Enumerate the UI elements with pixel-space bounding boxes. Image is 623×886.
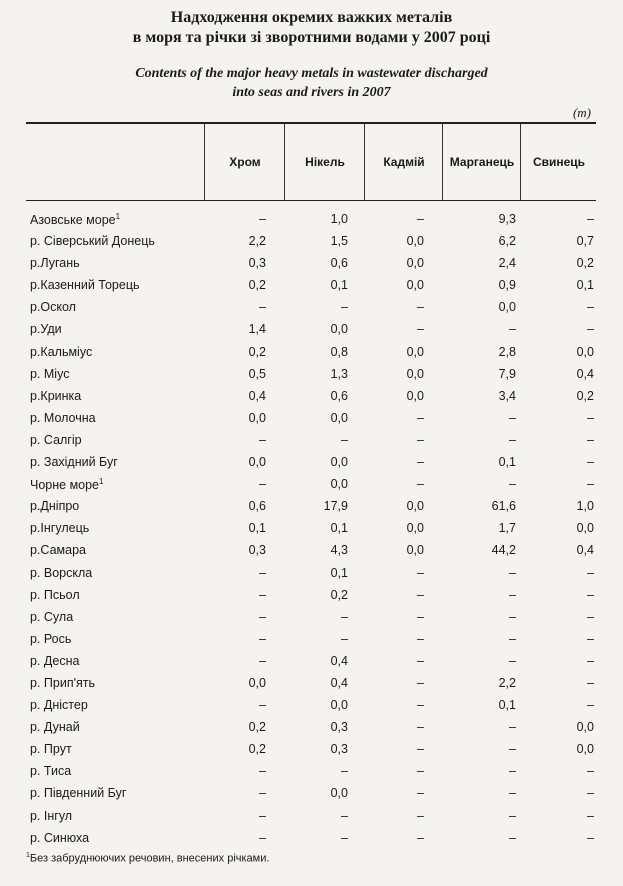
table-cell: 1,4 bbox=[248, 322, 266, 337]
table-cell: – bbox=[587, 631, 594, 646]
row-name: р.Кальміус bbox=[30, 344, 93, 359]
table-cell: – bbox=[509, 653, 516, 668]
row-name: р. Десна bbox=[30, 653, 80, 668]
table-cell: 0,0 bbox=[406, 344, 424, 359]
row-footnote-marker: 1 bbox=[115, 212, 121, 221]
table-cell: 0,0 bbox=[406, 388, 424, 403]
table-row bbox=[26, 564, 596, 586]
table-row bbox=[26, 475, 596, 497]
table-cell: – bbox=[587, 764, 594, 779]
table-cell: 1,0 bbox=[576, 499, 594, 514]
row-label bbox=[30, 278, 140, 292]
table-cell: 0,4 bbox=[248, 388, 266, 403]
table-cell: – bbox=[341, 764, 348, 779]
table-cell: 44,2 bbox=[491, 543, 516, 558]
table-row bbox=[26, 630, 596, 652]
table-cell: – bbox=[509, 609, 516, 624]
table-cell: – bbox=[259, 631, 266, 646]
row-label bbox=[30, 809, 72, 823]
row-label bbox=[30, 212, 120, 227]
table-row bbox=[26, 453, 596, 475]
table-cell: – bbox=[259, 609, 266, 624]
table-cell: 0,8 bbox=[330, 344, 348, 359]
row-label bbox=[30, 632, 71, 646]
table-cell: – bbox=[417, 477, 424, 492]
table-cell: – bbox=[587, 587, 594, 602]
table-cell: – bbox=[587, 565, 594, 580]
table-cell: 0,0 bbox=[406, 234, 424, 249]
table-cell: – bbox=[341, 808, 348, 823]
table-cell: 0,7 bbox=[576, 234, 594, 249]
row-name: р. Сула bbox=[30, 609, 74, 624]
row-label bbox=[30, 499, 79, 513]
column-header-nickel: Нікель bbox=[284, 124, 365, 200]
table-cell: 0,0 bbox=[576, 344, 594, 359]
table-cell: – bbox=[587, 830, 594, 845]
table-cell: – bbox=[259, 432, 266, 447]
table-cell: 0,1 bbox=[248, 521, 266, 536]
table-cell: – bbox=[509, 808, 516, 823]
table-cell: – bbox=[417, 764, 424, 779]
table-header bbox=[26, 122, 596, 201]
table-cell: – bbox=[417, 432, 424, 447]
row-name: р.Оскол bbox=[30, 300, 76, 315]
table-cell: 0,2 bbox=[248, 720, 266, 735]
table-row bbox=[26, 784, 596, 806]
table-cell: 0,1 bbox=[330, 278, 348, 293]
table-cell: – bbox=[259, 587, 266, 602]
table-cell: – bbox=[417, 212, 424, 226]
table-cell: 0,1 bbox=[330, 565, 348, 580]
title-uk-line-2: в моря та річки зі зворотними водами у 2007 році bbox=[132, 29, 491, 46]
row-label bbox=[30, 742, 72, 756]
row-name: р. Дунай bbox=[30, 720, 80, 735]
footnote bbox=[26, 852, 269, 865]
table-row bbox=[26, 298, 596, 320]
row-name: р. Тиса bbox=[30, 764, 72, 779]
table-cell: 0,2 bbox=[248, 742, 266, 757]
table-cell: 1,7 bbox=[498, 521, 516, 536]
row-name: Чорне море bbox=[30, 478, 100, 493]
table-cell: 0,2 bbox=[248, 344, 266, 359]
table-cell: – bbox=[509, 631, 516, 646]
row-name: р.Інгулець bbox=[30, 521, 90, 536]
row-label bbox=[30, 786, 126, 800]
table-row bbox=[26, 365, 596, 387]
table-cell: – bbox=[509, 786, 516, 801]
table-cell: – bbox=[417, 675, 424, 690]
row-label bbox=[30, 610, 73, 624]
table-cell: – bbox=[417, 410, 424, 425]
table-cell: – bbox=[259, 764, 266, 779]
row-label bbox=[30, 345, 92, 359]
table-row bbox=[26, 431, 596, 453]
row-label bbox=[30, 588, 80, 602]
table-row bbox=[26, 519, 596, 541]
table-cell: – bbox=[587, 786, 594, 801]
table-cell: – bbox=[587, 477, 594, 492]
table-cell: 2,2 bbox=[498, 675, 516, 690]
row-name: р.Самара bbox=[30, 543, 86, 558]
row-label bbox=[30, 720, 80, 734]
table-cell: 61,6 bbox=[491, 499, 516, 514]
table-row bbox=[26, 276, 596, 298]
table-cell: 0,0 bbox=[330, 786, 348, 801]
table-cell: 6,2 bbox=[498, 234, 516, 249]
table-cell: – bbox=[509, 830, 516, 845]
table-cell: – bbox=[341, 609, 348, 624]
table-cell: – bbox=[587, 212, 594, 226]
table-row bbox=[26, 343, 596, 365]
table-cell: – bbox=[509, 764, 516, 779]
row-name: р. Прут bbox=[30, 742, 72, 757]
table-cell: – bbox=[417, 455, 424, 470]
table-cell: 0,6 bbox=[248, 499, 266, 514]
footnote-text: Без забруднюючих речовин, внесених річками. bbox=[29, 852, 270, 865]
table-cell: 0,2 bbox=[576, 388, 594, 403]
table-cell: 9,3 bbox=[498, 212, 516, 226]
table-row bbox=[26, 232, 596, 254]
table-cell: – bbox=[509, 410, 516, 425]
table-cell: 7,9 bbox=[498, 366, 516, 381]
table-cell: – bbox=[587, 300, 594, 315]
table-cell: 0,0 bbox=[406, 366, 424, 381]
row-label bbox=[30, 322, 62, 336]
table-row bbox=[26, 718, 596, 740]
table-cell: – bbox=[509, 322, 516, 337]
table-cell: – bbox=[417, 742, 424, 757]
table-row bbox=[26, 696, 596, 718]
table-cell: 0,0 bbox=[576, 742, 594, 757]
table-cell: 2,8 bbox=[498, 344, 516, 359]
table-row bbox=[26, 210, 596, 232]
table-cell: 0,4 bbox=[576, 366, 594, 381]
table-cell: – bbox=[587, 410, 594, 425]
table-cell: 0,1 bbox=[498, 698, 516, 713]
table-cell: 1,0 bbox=[330, 212, 348, 226]
row-name: р. Синюха bbox=[30, 830, 90, 845]
table-cell: 0,2 bbox=[330, 587, 348, 602]
row-name: р. Салгір bbox=[30, 432, 82, 447]
row-name: р. Південний Буг bbox=[30, 786, 127, 801]
table-cell: 0,1 bbox=[576, 278, 594, 293]
table-cell: 0,0 bbox=[406, 256, 424, 271]
table-cell: 0,0 bbox=[330, 477, 348, 492]
table-row bbox=[26, 541, 596, 563]
table-cell: – bbox=[509, 432, 516, 447]
table-row bbox=[26, 740, 596, 762]
row-label bbox=[30, 698, 88, 712]
unit-label: (m) bbox=[572, 105, 591, 120]
table-cell: 0,0 bbox=[576, 720, 594, 735]
table-row bbox=[26, 409, 596, 431]
row-label bbox=[30, 433, 82, 447]
table-cell: – bbox=[259, 698, 266, 713]
table-cell: – bbox=[587, 432, 594, 447]
table-cell: – bbox=[587, 322, 594, 337]
title-english bbox=[0, 64, 623, 102]
title-en-line-2: into seas and rivers in 2007 bbox=[232, 85, 391, 100]
row-label bbox=[30, 256, 80, 270]
table-cell: – bbox=[341, 300, 348, 315]
title-en-line-1: Contents of the major heavy metals in wastewater discharged bbox=[135, 66, 488, 81]
table-cell: – bbox=[417, 786, 424, 801]
table-cell: 0,6 bbox=[330, 388, 348, 403]
table-cell: 3,4 bbox=[498, 388, 516, 403]
table-cell: – bbox=[259, 212, 266, 226]
table-cell: 0,2 bbox=[248, 278, 266, 293]
table-cell: – bbox=[417, 631, 424, 646]
table-cell: – bbox=[417, 587, 424, 602]
table-cell: – bbox=[509, 720, 516, 735]
table-row bbox=[26, 254, 596, 276]
table-cell: 0,9 bbox=[498, 278, 516, 293]
table-cell: 0,0 bbox=[498, 300, 516, 315]
table-cell: 0,1 bbox=[330, 521, 348, 536]
table-cell: – bbox=[259, 565, 266, 580]
table-cell: – bbox=[259, 786, 266, 801]
table-cell: – bbox=[587, 675, 594, 690]
table-cell: 0,0 bbox=[576, 521, 594, 536]
row-name: р. Прип'ять bbox=[30, 675, 95, 690]
table-cell: 0,0 bbox=[248, 675, 266, 690]
table-cell: 0,0 bbox=[406, 521, 424, 536]
table-cell: – bbox=[417, 653, 424, 668]
table-row bbox=[26, 652, 596, 674]
table-cell: 0,3 bbox=[330, 742, 348, 757]
table-body bbox=[26, 210, 596, 851]
row-label bbox=[30, 389, 81, 403]
table-cell: 1,3 bbox=[330, 366, 348, 381]
row-name: р.Лугань bbox=[30, 256, 80, 271]
row-label bbox=[30, 234, 155, 248]
table-cell: – bbox=[259, 808, 266, 823]
table-cell: 0,3 bbox=[248, 256, 266, 271]
table-cell: – bbox=[341, 631, 348, 646]
table-row bbox=[26, 674, 596, 696]
table-cell: – bbox=[417, 300, 424, 315]
row-name: р.Казенний Торець bbox=[30, 278, 140, 293]
table-cell: – bbox=[509, 742, 516, 757]
row-name: р.Дніпро bbox=[30, 499, 80, 514]
table-cell: – bbox=[509, 587, 516, 602]
row-name: р. Сіверський Донець bbox=[30, 234, 155, 249]
table-cell: 0,0 bbox=[248, 455, 266, 470]
column-header-chrome: Хром bbox=[204, 124, 285, 200]
table-cell: 4,3 bbox=[330, 543, 348, 558]
table-cell: 0,0 bbox=[330, 322, 348, 337]
row-name: р. Міус bbox=[30, 366, 70, 381]
table-cell: 2,2 bbox=[248, 234, 266, 249]
table-cell: – bbox=[259, 300, 266, 315]
table-cell: – bbox=[417, 808, 424, 823]
row-label bbox=[30, 521, 89, 535]
title-uk-line-1: Надходження окремих важких металів bbox=[170, 9, 453, 26]
row-label bbox=[30, 477, 103, 492]
column-header-cadmium: Кадмій bbox=[364, 124, 443, 200]
row-name: р.Кринка bbox=[30, 388, 82, 403]
table-cell: – bbox=[259, 653, 266, 668]
table-cell: – bbox=[509, 565, 516, 580]
row-label bbox=[30, 764, 71, 778]
row-label bbox=[30, 300, 76, 314]
table-cell: 0,3 bbox=[330, 720, 348, 735]
table-cell: – bbox=[341, 432, 348, 447]
table-cell: 0,0 bbox=[330, 698, 348, 713]
row-name: р. Псьол bbox=[30, 587, 80, 602]
table-cell: – bbox=[259, 830, 266, 845]
table-cell: – bbox=[417, 720, 424, 735]
table-row bbox=[26, 387, 596, 409]
row-label bbox=[30, 543, 86, 557]
footnote-marker: 1 bbox=[26, 852, 30, 859]
table-cell: – bbox=[509, 477, 516, 492]
table-cell: 0,4 bbox=[330, 675, 348, 690]
table-cell: – bbox=[341, 830, 348, 845]
table-cell: – bbox=[587, 653, 594, 668]
table-row bbox=[26, 807, 596, 829]
table-cell: – bbox=[417, 698, 424, 713]
row-label bbox=[30, 676, 95, 690]
table-cell: 0,0 bbox=[248, 410, 266, 425]
table-cell: – bbox=[587, 698, 594, 713]
table-cell: 0,0 bbox=[406, 499, 424, 514]
row-name: р. Західний Буг bbox=[30, 455, 118, 470]
table-cell: 2,4 bbox=[498, 256, 516, 271]
column-header-lead: Свинець bbox=[520, 124, 597, 200]
table-row bbox=[26, 586, 596, 608]
row-name: р. Рось bbox=[30, 631, 72, 646]
row-label bbox=[30, 411, 96, 425]
table-cell: 0,0 bbox=[406, 278, 424, 293]
table-cell: 0,5 bbox=[248, 366, 266, 381]
table-cell: – bbox=[587, 808, 594, 823]
table-cell: 1,5 bbox=[330, 234, 348, 249]
table-cell: 0,1 bbox=[498, 455, 516, 470]
table-cell: – bbox=[417, 609, 424, 624]
table-cell: 0,6 bbox=[330, 256, 348, 271]
row-label bbox=[30, 455, 118, 469]
row-name: Азовське море bbox=[30, 213, 116, 228]
table-cell: – bbox=[259, 477, 266, 492]
table-cell: 0,0 bbox=[330, 410, 348, 425]
table-cell: – bbox=[587, 609, 594, 624]
table-cell: 17,9 bbox=[323, 499, 348, 514]
table-cell: 0,4 bbox=[576, 543, 594, 558]
title-ukrainian bbox=[0, 8, 623, 48]
row-name: р.Уди bbox=[30, 322, 62, 337]
table-cell: – bbox=[417, 830, 424, 845]
table-row bbox=[26, 497, 596, 519]
row-name: р. Молочна bbox=[30, 410, 96, 425]
table-row bbox=[26, 608, 596, 630]
table-cell: 0,2 bbox=[576, 256, 594, 271]
row-label bbox=[30, 367, 69, 381]
table-row bbox=[26, 829, 596, 851]
table-cell: 0,3 bbox=[248, 543, 266, 558]
table-cell: – bbox=[417, 565, 424, 580]
row-label bbox=[30, 831, 89, 845]
table-row bbox=[26, 320, 596, 342]
table-cell: 0,0 bbox=[330, 455, 348, 470]
table-cell: – bbox=[587, 455, 594, 470]
row-label bbox=[30, 654, 79, 668]
table-row bbox=[26, 762, 596, 784]
row-label bbox=[30, 566, 92, 580]
row-name: р. Дністер bbox=[30, 698, 88, 713]
table-cell: 0,4 bbox=[330, 653, 348, 668]
table-cell: 0,0 bbox=[406, 543, 424, 558]
table-cell: – bbox=[417, 322, 424, 337]
column-header-manganese: Марганець bbox=[442, 124, 521, 200]
row-name: р. Інгул bbox=[30, 808, 73, 823]
row-name: р. Ворскла bbox=[30, 565, 93, 580]
row-footnote-marker: 1 bbox=[99, 477, 104, 487]
